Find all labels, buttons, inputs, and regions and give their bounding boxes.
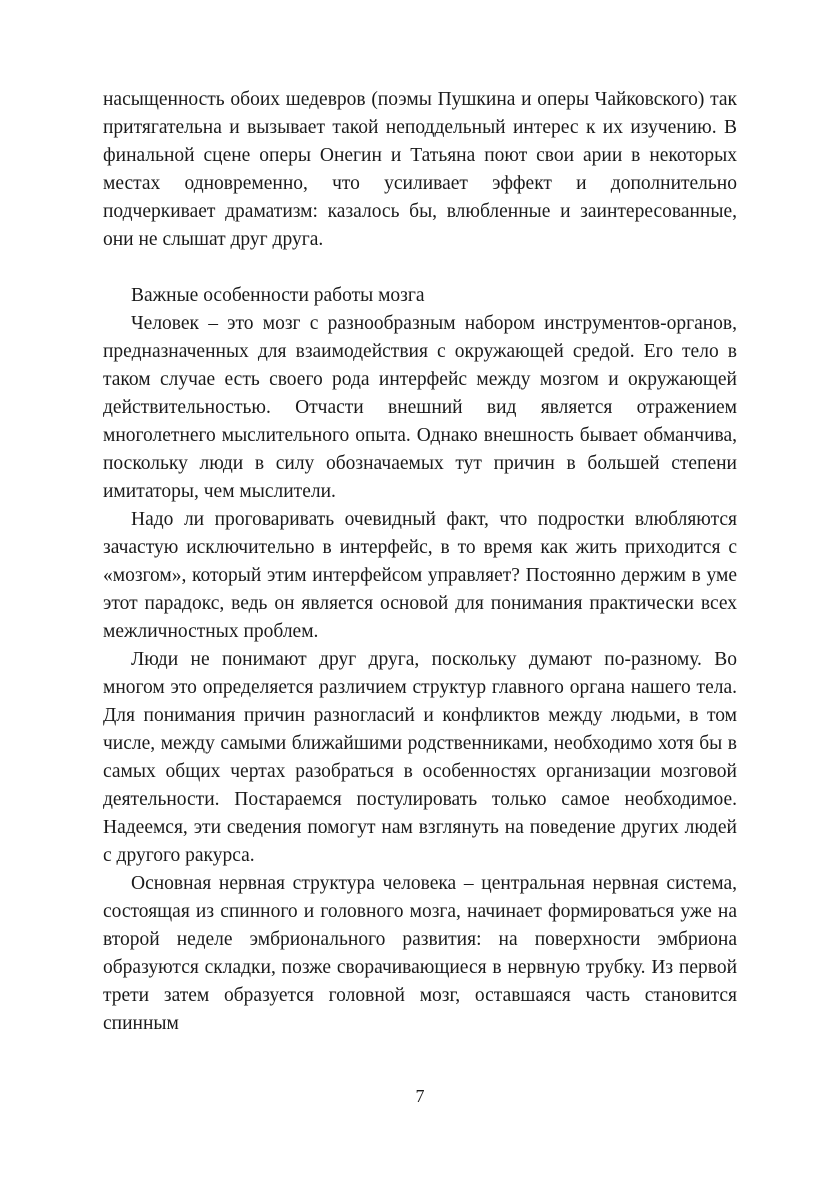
paragraph-teenagers: Надо ли проговаривать очевидный факт, что подростки влюбляются зачастую исключительно в интерфейс, в то время как жить приходится с «мозгом», который этим интерфейсом управляет? Постоянно держим в уме этот парадокс, ведь он является основой для понимания практически всех межличностных проблем. [103,509,737,642]
section-heading: Важные особенности работы мозга [131,285,425,306]
paragraph-continuation: насыщенность обоих шедевров (поэмы Пушкина и оперы Чайковского) так притягательна и вызывает такой неподдельный интерес к их изучению. В финальной сцене оперы Онегин и Татьяна поют свои арии в некоторых местах одновременно, что усиливает эффект и дополнительно подчеркивает драматизм: казалось бы, влюбленные и заинтересованные, они не слышат друг друга. [103,89,737,250]
page-body [103,86,737,1038]
section-spacer [103,254,737,282]
paragraph-people-understanding: Люди не понимают друг друга, поскольку думают по-разному. Во многом это определяется различием структур главного органа нашего тела. Для понимания причин разногласий и конфликтов между людьми, в том числе, между самыми ближайшими родственниками, необходимо хотя бы в самых общих чертах разобраться в особенностях организации мозговой деятельности. Постараемся постулировать только самое необходимое. Надеемся, эти сведения помогут нам взглянуть на поведение других людей с другого ракурса. [103,649,737,866]
paragraph-brain-interface: Человек – это мозг с разнообразным набором инструментов-органов, предназначенных для взаимодействия с окружающей средой. Его тело в таком случае есть своего рода интерфейс между мозгом и окружающей действительностью. Отчасти внешний вид является отражением многолетнего мыслительного опыта. Однако внешность бывает обманчива, поскольку люди в силу обозначаемых тут причин в большей степени имитаторы, чем мыслители. [103,313,737,502]
paragraph-nervous-system: Основная нервная структура человека – центральная нервная система, состоящая из спинного и головного мозга, начинает формироваться уже на второй неделе эмбрионального развития: на поверхности эмбриона образуются складки, позже сворачивающиеся в нервную трубку. Из первой трети затем образуется головной мозг, оставшаяся часть становится спинным [103,873,737,1034]
page-number: 7 [415,1086,425,1106]
